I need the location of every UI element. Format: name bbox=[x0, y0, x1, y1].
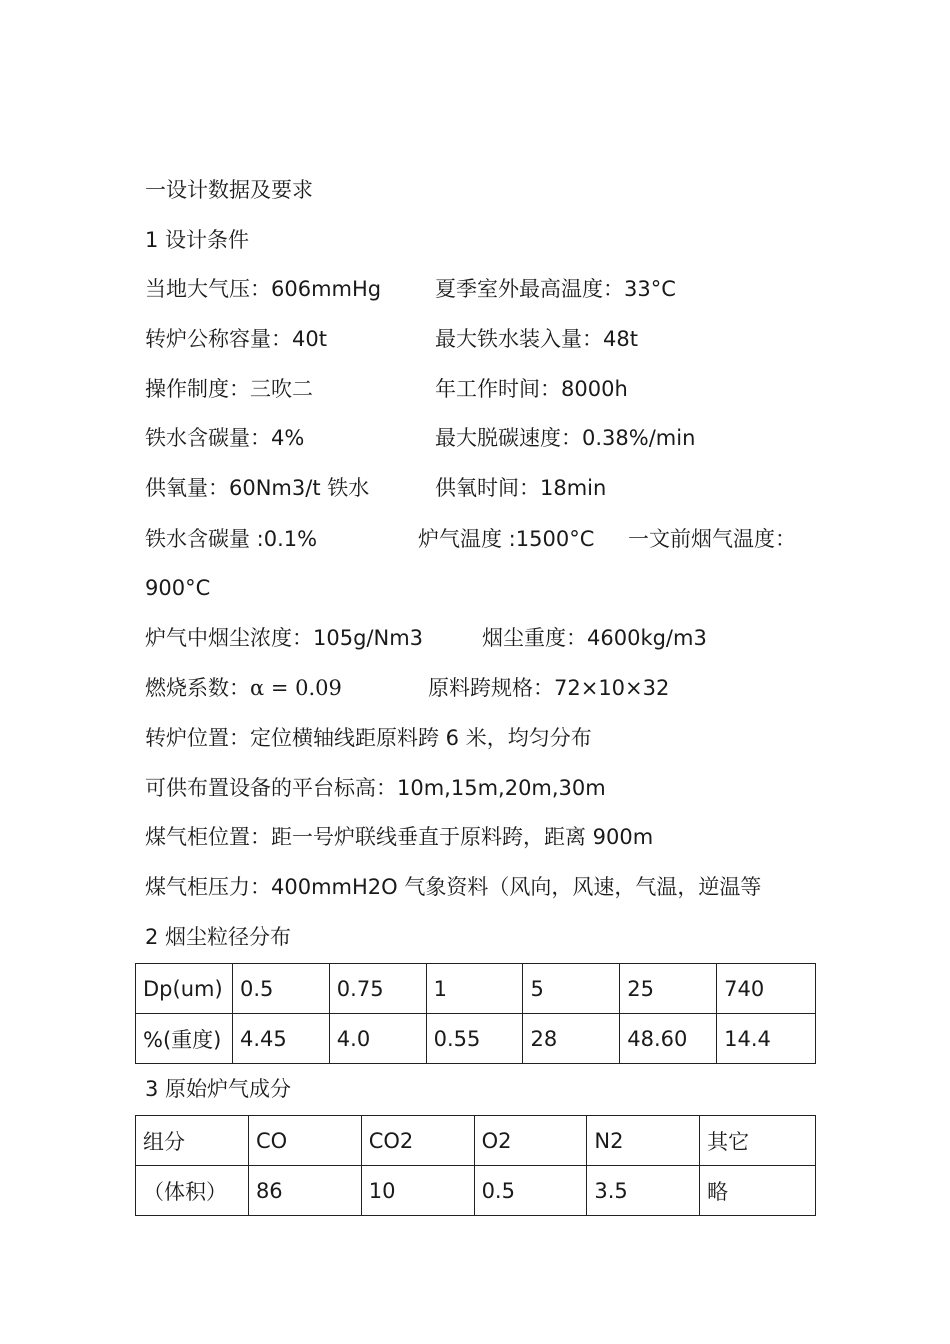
row-oxygen-time: 供氧时间：18min bbox=[435, 476, 607, 500]
row-converter-capacity: 转炉公称容量：40t bbox=[145, 327, 327, 351]
table-cell: 其它 bbox=[700, 1116, 816, 1166]
table-cell: %(重度) bbox=[136, 1014, 233, 1064]
table-cell: 0.75 bbox=[329, 964, 426, 1014]
table-cell: 86 bbox=[248, 1166, 361, 1216]
table-cell: 组分 bbox=[136, 1116, 249, 1166]
table-row bbox=[136, 964, 816, 1014]
gas-composition-table bbox=[135, 1115, 816, 1216]
table-cell: CO2 bbox=[361, 1116, 474, 1166]
row-carbon-content: 铁水含碳量：4% bbox=[145, 426, 305, 450]
row-gasholder-position: 煤气柜位置：距一号炉联线垂直于原料跨，距离 900m bbox=[145, 825, 654, 849]
row-summer-temp: 夏季室外最高温度：33°C bbox=[435, 277, 676, 301]
row-flue-temp: 一文前烟气温度： bbox=[628, 527, 796, 551]
table-cell: N2 bbox=[587, 1116, 700, 1166]
table-cell: 略 bbox=[700, 1166, 816, 1216]
table-cell: 0.55 bbox=[426, 1014, 523, 1064]
row-converter-position: 转炉位置：定位横轴线距原料跨 6 米，均匀分布 bbox=[145, 726, 592, 750]
table-cell: 1 bbox=[426, 964, 523, 1014]
table-cell: 5 bbox=[523, 964, 620, 1014]
heading: 一设计数据及要求 bbox=[145, 178, 313, 202]
row-dust-concentration: 炉气中烟尘浓度：105g/Nm3 bbox=[145, 626, 424, 650]
table-cell: 25 bbox=[620, 964, 717, 1014]
row-combustion-coef bbox=[145, 673, 342, 703]
table-cell: 14.4 bbox=[717, 1014, 816, 1064]
section-1-title: 1 设计条件 bbox=[145, 228, 250, 252]
table-row bbox=[136, 1116, 816, 1166]
row-carbon-final: 铁水含碳量 :0.1% bbox=[145, 527, 318, 551]
combustion-value: α = 0.09 bbox=[250, 676, 342, 700]
table-cell: Dp(um) bbox=[136, 964, 233, 1014]
row-platform-elevation: 可供布置设备的平台标高：10m,15m,20m,30m bbox=[145, 776, 606, 800]
table-cell: CO bbox=[248, 1116, 361, 1166]
table-cell: 3.5 bbox=[587, 1166, 700, 1216]
table-cell: 10 bbox=[361, 1166, 474, 1216]
row-pressure: 当地大气压：606mmHg bbox=[145, 277, 382, 301]
section-2-title: 2 烟尘粒径分布 bbox=[145, 925, 292, 949]
row-decarb-rate: 最大脱碳速度：0.38%/min bbox=[435, 426, 696, 450]
row-dust-density: 烟尘重度：4600kg/m3 bbox=[482, 626, 707, 650]
table-cell: 28 bbox=[523, 1014, 620, 1064]
row-flue-temp-value: 900°C bbox=[145, 576, 211, 600]
table-cell: 4.0 bbox=[329, 1014, 426, 1064]
row-gas-temp: 炉气温度 :1500°C bbox=[418, 527, 595, 551]
table-cell: 740 bbox=[717, 964, 816, 1014]
table-cell: 4.45 bbox=[232, 1014, 329, 1064]
table-cell: 0.5 bbox=[232, 964, 329, 1014]
section-3-title: 3 原始炉气成分 bbox=[145, 1077, 292, 1101]
row-gasholder-pressure: 煤气柜压力：400mmH2O 气象资料（风向，风速，气温，逆温等 bbox=[145, 875, 762, 899]
row-operation: 操作制度：三吹二 bbox=[145, 377, 313, 401]
row-oxygen-supply: 供氧量：60Nm3/t 铁水 bbox=[145, 476, 370, 500]
table-row bbox=[136, 1014, 816, 1064]
table-row bbox=[136, 1166, 816, 1216]
row-annual-time: 年工作时间：8000h bbox=[435, 377, 628, 401]
row-max-iron: 最大铁水装入量：48t bbox=[435, 327, 638, 351]
table-cell: 0.5 bbox=[474, 1166, 587, 1216]
table-cell: （体积） bbox=[136, 1166, 249, 1216]
row-bay-spec: 原料跨规格：72×10×32 bbox=[428, 676, 670, 700]
combustion-label: 燃烧系数： bbox=[145, 676, 250, 700]
dust-distribution-table bbox=[135, 963, 816, 1064]
table-cell: 48.60 bbox=[620, 1014, 717, 1064]
table-cell: O2 bbox=[474, 1116, 587, 1166]
